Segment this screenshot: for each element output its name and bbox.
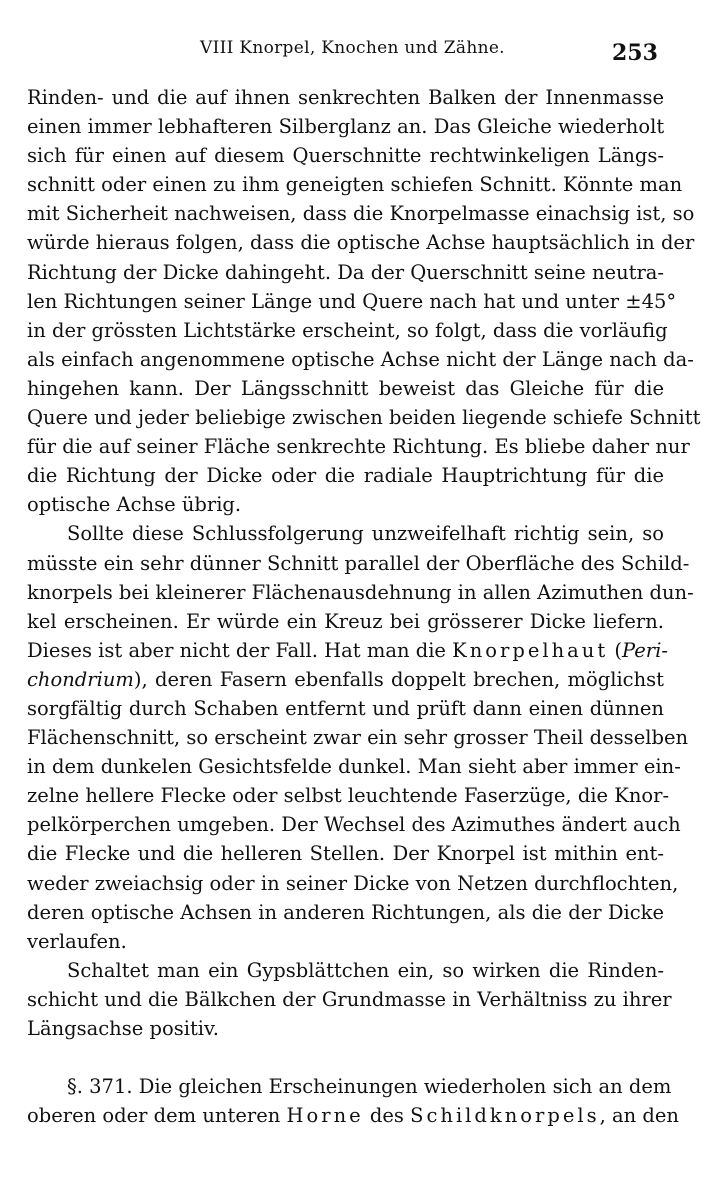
text-line: optische Achse übrig. xyxy=(27,493,242,517)
text-line: Richtung der Dicke dahingeht. Da der Querschnitt seine neutra- xyxy=(27,260,664,284)
text-line: Quere und jeder beliebige zwischen beiden liegende schiefe Schnitt xyxy=(27,406,701,430)
text-line: deren optische Achsen in anderen Richtungen, als die der Dicke xyxy=(27,900,664,924)
text-line: in dem dunkelen Gesichtsfelde dunkel. Man sieht aber immer ein- xyxy=(27,755,681,779)
text-line: Sollte diese Schlussfolgerung unzweifelhaft richtig sein, so xyxy=(67,522,664,546)
text-line: schicht und die Bälkchen der Grundmasse in Verhältniss zu ihrer xyxy=(27,987,672,1011)
text-line: in der grössten Lichtstärke erscheint, so folgt, dass die vorläufig xyxy=(27,318,668,342)
term-perichondrium: chondrium xyxy=(27,667,134,691)
body-text xyxy=(27,83,701,1130)
text-line: als einfach angenommene optische Achse nicht der Länge nach da- xyxy=(27,347,694,371)
page-number: 253 xyxy=(612,40,658,66)
text-line: pelkörperchen umgeben. Der Wechsel des Azimuthes ändert auch xyxy=(27,813,681,837)
text-line: mit Sicherheit nachweisen, dass die Knorpelmasse einachsig ist, so xyxy=(27,202,695,226)
text-line xyxy=(27,665,664,694)
running-header: VIII Knorpel, Knochen und Zähne. xyxy=(200,38,505,58)
term-horne: Horne xyxy=(286,1104,364,1128)
text-line: müsste ein sehr dünner Schnitt parallel der Oberfläche des Schild- xyxy=(27,551,690,575)
text-line: hingehen kann. Der Längsschnitt beweist das Gleiche für die xyxy=(27,376,664,400)
text-line xyxy=(27,1101,679,1130)
text-segment: des xyxy=(363,1104,411,1128)
text-segment: ( xyxy=(608,638,623,662)
text-line: Längsachse positiv. xyxy=(27,1017,219,1040)
section-gap xyxy=(27,1043,664,1072)
text-line xyxy=(27,636,668,665)
text-segment: oberen oder dem unteren xyxy=(27,1104,287,1128)
text-line: sorgfältig durch Schaben entfernt und prüft dann einen dünnen xyxy=(27,696,664,720)
text-line: die Flecke und die helleren Stellen. Der Knorpel ist mithin ent- xyxy=(27,842,664,866)
text-line: kel erscheinen. Er würde ein Kreuz bei grösserer Dicke liefern. xyxy=(27,609,664,633)
text-line: für die auf seiner Fläche senkrechte Richtung. Es bliebe daher nur xyxy=(27,435,690,459)
text-line: len Richtungen seiner Länge und Quere nach hat und unter ±45° xyxy=(27,289,677,313)
text-line: §. 371. Die gleichen Erscheinungen wiederholen sich an dem xyxy=(67,1075,672,1099)
text-line: knorpels bei kleinerer Flächenausdehnung in allen Azimuthen dun- xyxy=(27,580,694,604)
text-segment: Dieses ist aber nicht der Fall. Hat man die xyxy=(27,638,453,662)
text-line: einen immer lebhafteren Silberglanz an. Das Gleiche wiederholt xyxy=(27,115,665,139)
text-line: zelne hellere Flecke oder selbst leuchtende Faserzüge, die Knor- xyxy=(27,784,670,808)
text-line: sich für einen auf diesem Querschnitte rechtwinkeligen Längs- xyxy=(27,144,664,168)
text-line: verlaufen. xyxy=(27,929,127,953)
text-line: Schaltet man ein Gypsblättchen ein, so wirken die Rinden- xyxy=(67,958,664,982)
text-segment: , an den xyxy=(599,1104,679,1128)
term-knorpelhaut: Knorpelhaut xyxy=(452,638,609,662)
text-line: schnitt oder einen zu ihm geneigten schiefen Schnitt. Könnte man xyxy=(27,173,683,197)
term-schildknorpels: Schildknorpels xyxy=(410,1104,600,1128)
text-line: weder zweiachsig oder in seiner Dicke von Netzen durchflochten, xyxy=(27,871,679,895)
text-line: die Richtung der Dicke oder die radiale Hauptrichtung für die xyxy=(27,464,664,488)
text-segment: ), deren Fasern ebenfalls doppelt brechen, möglichst xyxy=(133,667,664,691)
text-line: Flächenschnitt, so erscheint zwar ein sehr grosser Theil desselben xyxy=(27,726,689,750)
text-line: Rinden- und die auf ihnen senkrechten Balken der Innenmasse xyxy=(27,86,664,109)
text-line: würde hieraus folgen, dass die optische Achse hauptsächlich in der xyxy=(27,231,695,255)
term-perichondrium: Peri- xyxy=(622,638,668,662)
